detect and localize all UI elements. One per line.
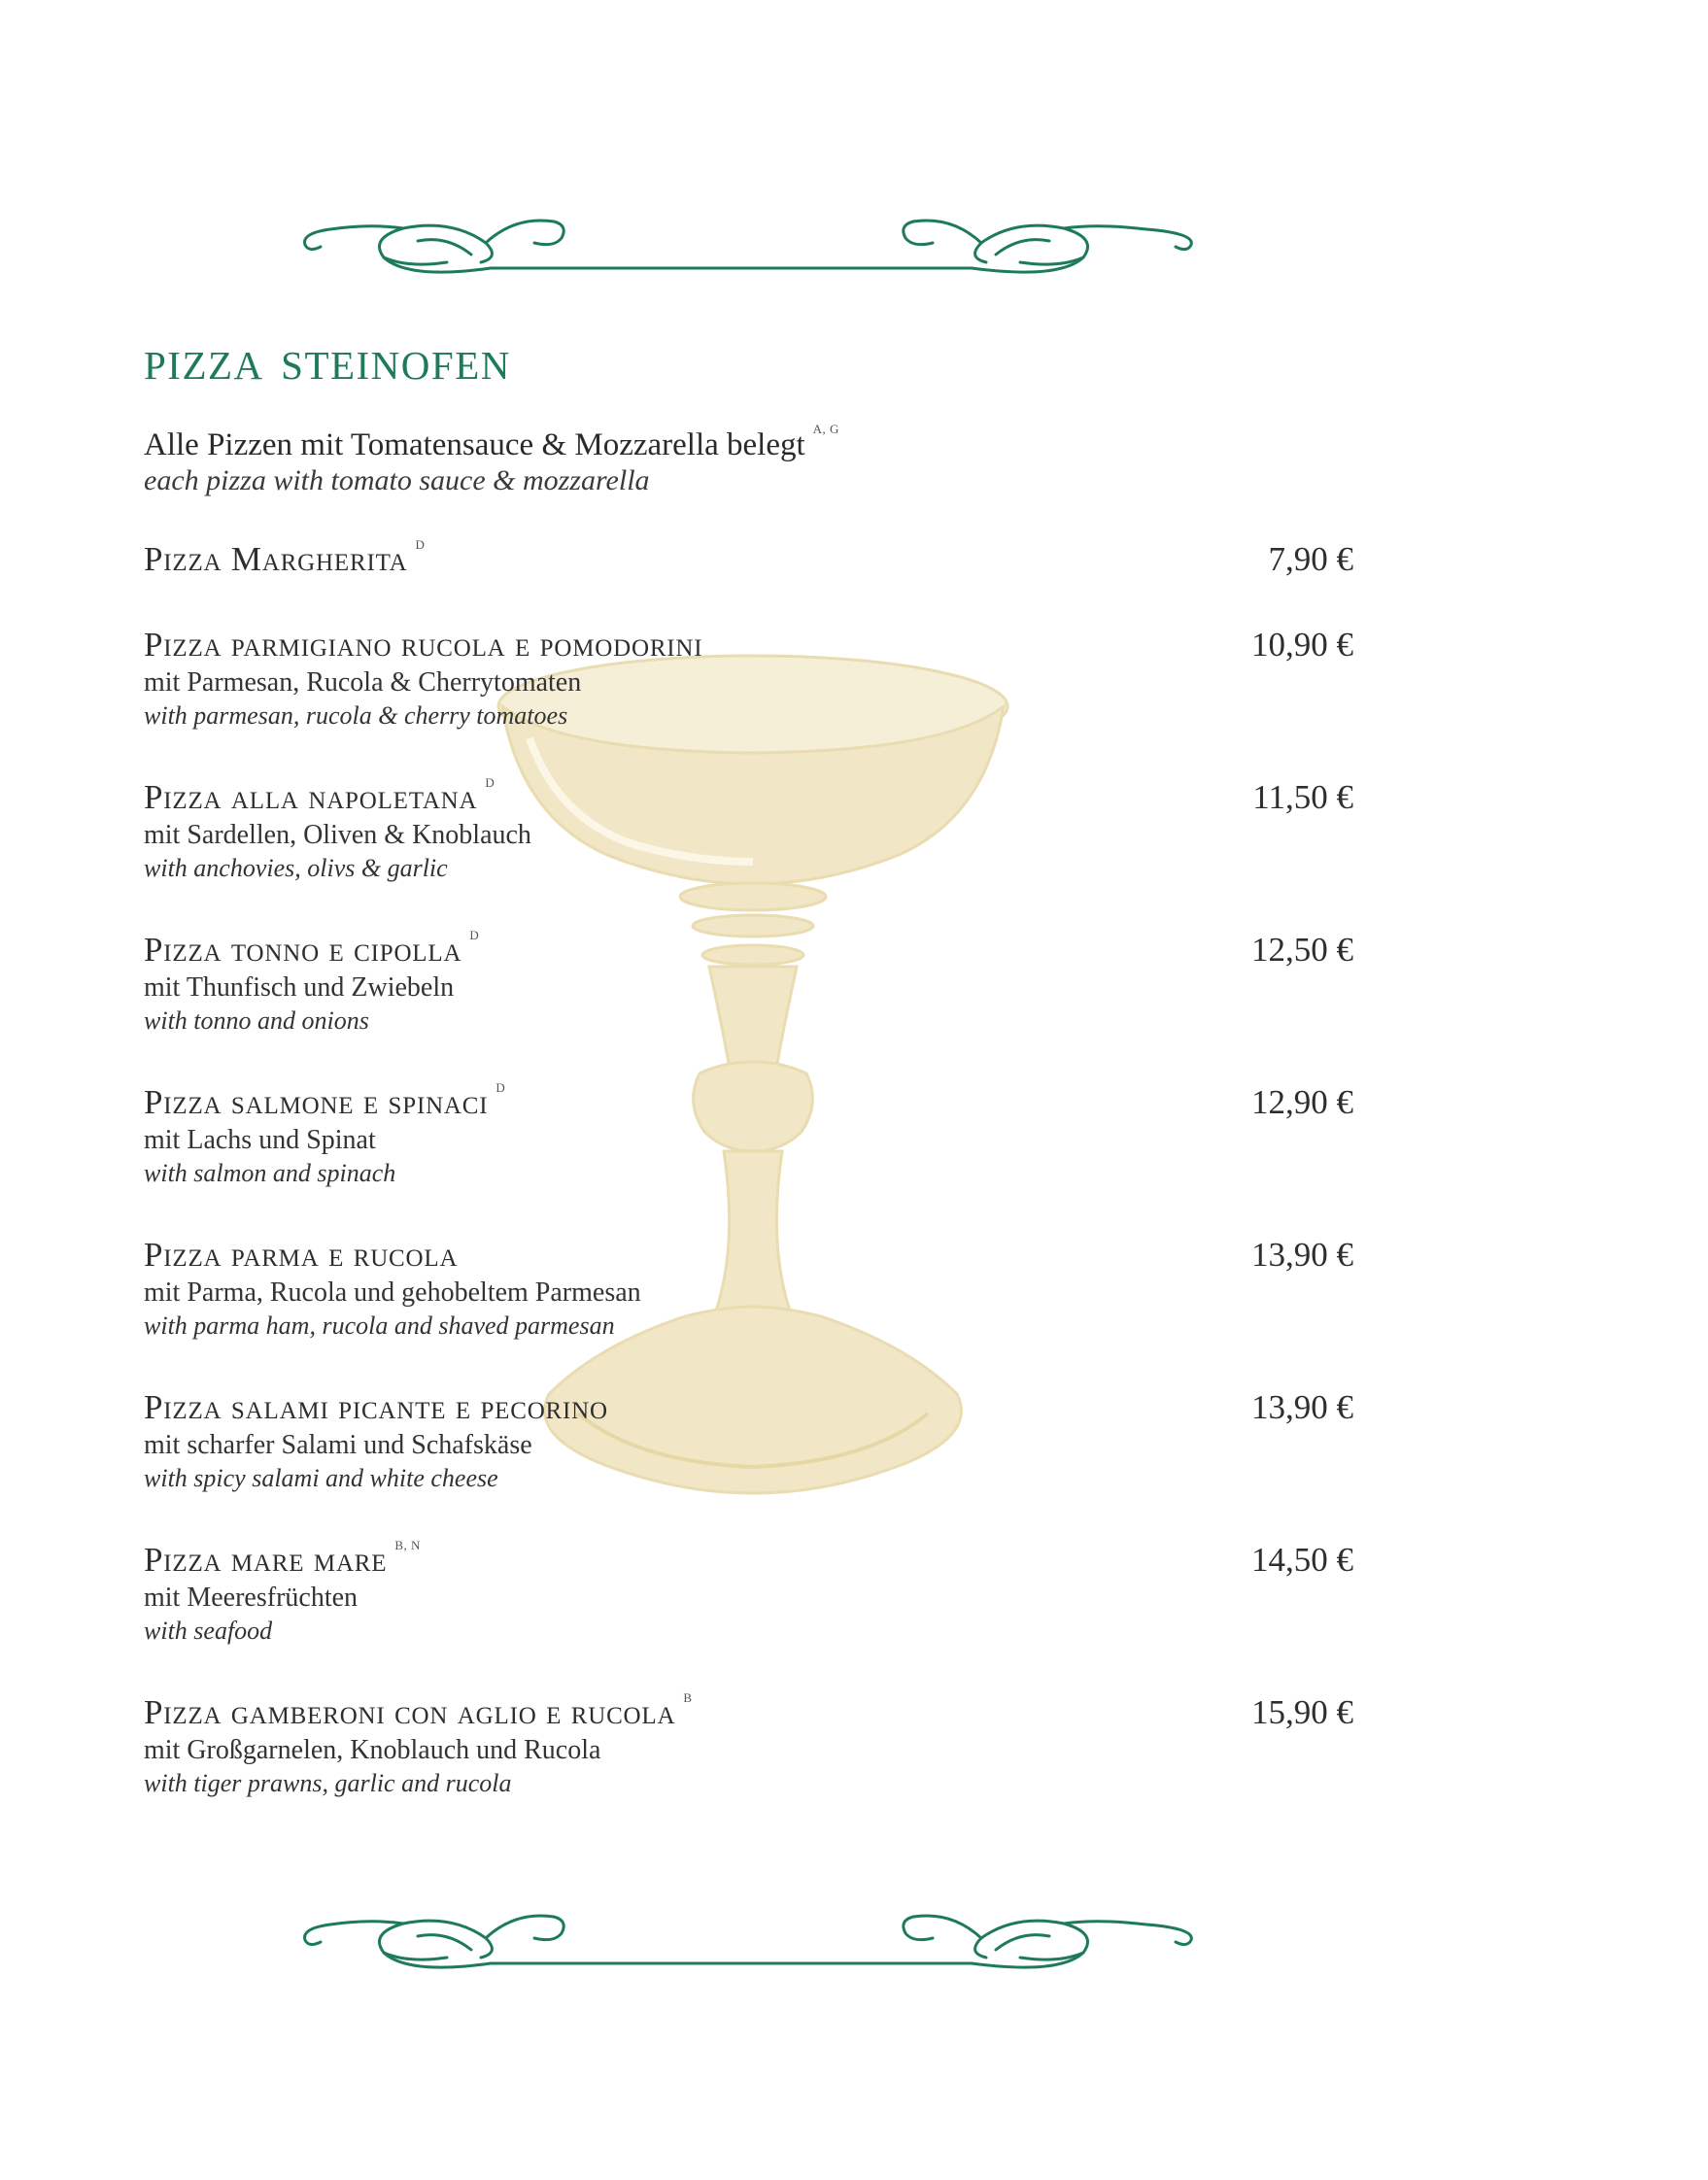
item-price: 11,50 €	[1252, 778, 1353, 816]
item-description-german: mit scharfer Salami und Schafskäse	[144, 1430, 532, 1460]
item-price: 12,50 €	[1251, 931, 1353, 969]
item-name: Pizza tonno e cipolla	[144, 931, 462, 969]
intro-english: each pizza with tomato sauce & mozzarella	[144, 464, 650, 496]
item-price: 12,90 €	[1251, 1083, 1353, 1121]
item-price: 14,50 €	[1251, 1541, 1353, 1579]
item-description-german: mit Thunfisch und Zwiebeln	[144, 972, 455, 1003]
item-price: 15,90 €	[1251, 1693, 1353, 1731]
item-name: Pizza parma e rucola	[144, 1236, 459, 1274]
item-allergens: D	[495, 1080, 506, 1095]
item-name: Pizza mare mare	[144, 1541, 388, 1579]
intro-german-text: Alle Pizzen mit Tomatensauce & Mozzarella belegt	[144, 427, 805, 462]
item-name: Pizza salami picante e pecorino	[144, 1388, 608, 1426]
item-name: Pizza Margherita	[144, 540, 408, 578]
menu-items-list	[144, 538, 1353, 1844]
item-allergens: B, N	[394, 1538, 421, 1552]
menu-item	[144, 1386, 1353, 1539]
flourish-divider-icon	[291, 1899, 1205, 1987]
item-description-german: mit Meeresfrüchten	[144, 1583, 359, 1613]
menu-item	[144, 624, 1353, 776]
item-description-english: with tonno and onions	[144, 1006, 369, 1035]
item-description-english: with parma ham, rucola and shaved parmesan	[144, 1311, 615, 1340]
item-description-english: with parmesan, rucola & cherry tomatoes	[144, 701, 568, 730]
allergen-codes: A, G	[812, 422, 839, 436]
menu-item	[144, 929, 1353, 1081]
item-description-english: with anchovies, olivs & garlic	[144, 854, 448, 882]
item-description-german: mit Parma, Rucola und gehobeltem Parmesan	[144, 1277, 641, 1308]
item-price: 7,90 €	[1268, 540, 1353, 578]
menu-item	[144, 538, 1353, 624]
item-description-german: mit Lachs und Spinat	[144, 1125, 376, 1155]
item-price: 13,90 €	[1251, 1388, 1353, 1426]
flourish-divider-icon	[291, 204, 1205, 291]
intro-block	[144, 422, 1358, 497]
menu-item	[144, 1539, 1353, 1691]
item-allergens: B	[683, 1690, 693, 1705]
page-title: PIZZA STEINOFEN	[144, 343, 511, 388]
intro-german	[144, 422, 1358, 464]
item-description-english: with tiger prawns, garlic and rucola	[144, 1769, 512, 1797]
item-description-german: mit Parmesan, Rucola & Cherrytomaten	[144, 667, 582, 698]
item-price: 13,90 €	[1251, 1236, 1353, 1274]
item-name: Pizza alla napoletana	[144, 778, 478, 816]
item-price: 10,90 €	[1251, 626, 1353, 664]
menu-item	[144, 776, 1353, 929]
item-name: Pizza salmone e spinaci	[144, 1083, 489, 1121]
item-name: Pizza parmigiano rucola e pomodorini	[144, 626, 703, 664]
item-description-german: mit Sardellen, Oliven & Knoblauch	[144, 820, 531, 850]
item-description-english: with spicy salami and white cheese	[144, 1464, 498, 1492]
item-description-english: with seafood	[144, 1617, 273, 1645]
menu-item	[144, 1234, 1353, 1386]
item-description-german: mit Großgarnelen, Knoblauch und Rucola	[144, 1735, 601, 1765]
item-allergens: D	[485, 775, 495, 790]
item-name: Pizza gamberoni con aglio e rucola	[144, 1693, 676, 1731]
item-allergens: D	[415, 537, 426, 552]
item-description-english: with salmon and spinach	[144, 1159, 396, 1187]
item-allergens: D	[469, 928, 480, 942]
menu-item	[144, 1691, 1353, 1844]
menu-item	[144, 1081, 1353, 1234]
